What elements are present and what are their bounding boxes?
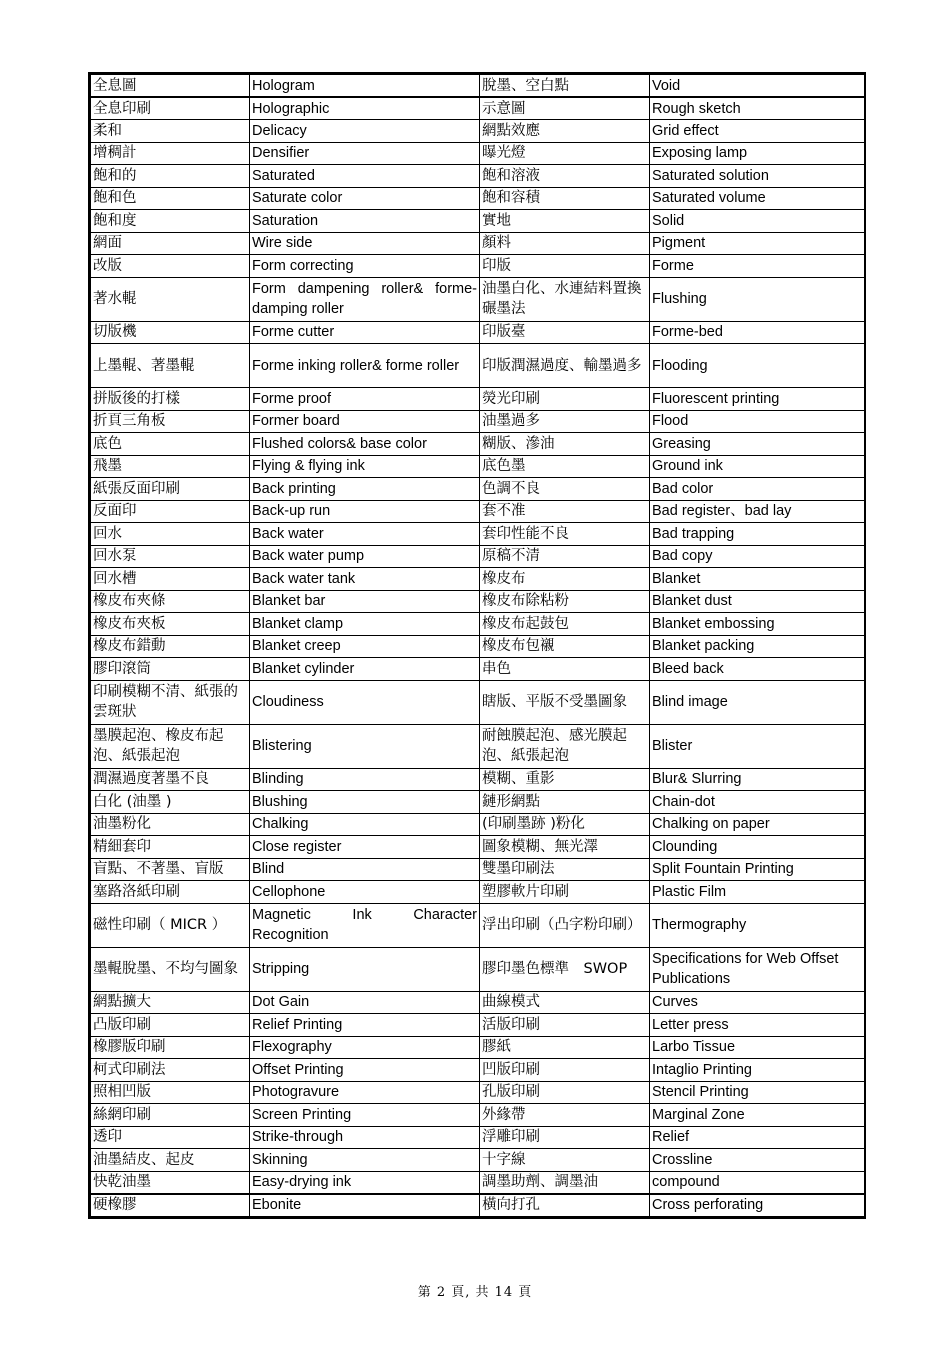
table-row [91,680,865,724]
term-zh-cell: 墨輥脫墨、不均勻圖象 [91,947,250,991]
term-zh-2-cell: 脫墨、空白點 [480,75,650,98]
table-row [91,277,865,321]
term-en-2-cell: Grid effect [650,120,865,143]
term-zh-cell: 飽和色 [91,187,250,210]
term-en-cell: Hologram [250,75,480,98]
table-row [91,321,865,344]
term-zh-cell: 橡皮布夾板 [91,613,250,636]
term-zh-2-cell: 膠紙 [480,1036,650,1059]
term-zh-cell: 塞路洛紙印刷 [91,881,250,904]
term-en-2-cell: Flood [650,410,865,433]
table-row [91,658,865,681]
term-en-2-cell: Blanket embossing [650,613,865,636]
term-en-cell: Blushing [250,791,480,814]
term-zh-2-cell: 實地 [480,210,650,233]
term-en-2-cell: Blanket [650,568,865,591]
term-en-2-cell: compound [650,1171,865,1194]
page-footer: 第 2 頁, 共 14 頁 [417,1285,533,1300]
term-zh-2-cell: 熒光印刷 [480,388,650,411]
table-row [91,187,865,210]
term-zh-cell: 磁性印刷（ MICR ） [91,903,250,947]
table-row [91,1036,865,1059]
term-en-cell: Cloudiness [250,680,480,724]
term-zh-2-cell: 示意圖 [480,97,650,120]
term-zh-2-cell: 十字線 [480,1149,650,1172]
term-en-2-cell: Blanket packing [650,635,865,658]
term-en-2-cell: Larbo Tissue [650,1036,865,1059]
term-en-2-cell: Saturated volume [650,187,865,210]
table-row [91,232,865,255]
term-zh-2-cell: 橡皮布 [480,568,650,591]
term-en-cell: Easy-drying ink [250,1171,480,1194]
term-en-2-cell: Ground ink [650,455,865,478]
term-zh-2-cell: 套印性能不良 [480,523,650,546]
term-zh-cell: 印刷模糊不清、紙張的雲斑狀 [91,680,250,724]
term-zh-2-cell: 外緣帶 [480,1104,650,1127]
table-row [91,1194,865,1217]
term-en-cell: Blanket cylinder [250,658,480,681]
term-en-cell: Offset Printing [250,1059,480,1082]
term-zh-cell: 折頁三角板 [91,410,250,433]
table-row [91,545,865,568]
term-en-cell: Blistering [250,724,480,768]
term-en-cell: Saturation [250,210,480,233]
term-en-cell: Delicacy [250,120,480,143]
term-zh-cell: 墨膜起泡、橡皮布起泡、紙張起泡 [91,724,250,768]
term-en-cell: Former board [250,410,480,433]
table-row [91,724,865,768]
term-zh-2-cell: 孔版印刷 [480,1081,650,1104]
term-en-cell: Holographic [250,97,480,120]
term-zh-cell: 快乾油墨 [91,1171,250,1194]
term-zh-cell: 絲網印刷 [91,1104,250,1127]
table-row [91,388,865,411]
term-en-cell: Photogravure [250,1081,480,1104]
term-zh-2-cell: 耐蝕膜起泡、感光膜起泡、紙張起泡 [480,724,650,768]
term-en-2-cell: Bad copy [650,545,865,568]
table-row [91,97,865,120]
term-en-cell: Blanket creep [250,635,480,658]
term-en-cell: Skinning [250,1149,480,1172]
term-en-2-cell: Greasing [650,433,865,456]
term-zh-cell: 著水輥 [91,277,250,321]
term-zh-cell: 透印 [91,1126,250,1149]
table-row [91,1171,865,1194]
term-zh-2-cell: 塑膠軟片印刷 [480,881,650,904]
term-en-cell: Cellophone [250,881,480,904]
term-zh-2-cell: 膠印墨色標準 SWOP [480,947,650,991]
term-en-2-cell: Forme-bed [650,321,865,344]
term-zh-cell: 橡膠版印刷 [91,1036,250,1059]
term-zh-2-cell: 模糊、重影 [480,768,650,791]
term-en-2-cell: Pigment [650,232,865,255]
term-en-2-cell: Bad color [650,478,865,501]
table-row [91,858,865,881]
table-row [91,791,865,814]
term-en-cell: Close register [250,836,480,859]
term-en-cell: Blind [250,858,480,881]
term-zh-2-cell: 飽和溶液 [480,165,650,188]
term-en-cell: Flying & flying ink [250,455,480,478]
term-zh-cell: 上墨輥、著墨輥 [91,344,250,388]
term-zh-cell: 柯式印刷法 [91,1059,250,1082]
term-zh-cell: 飽和的 [91,165,250,188]
term-en-2-cell: Forme [650,255,865,278]
term-zh-cell: 柔和 [91,120,250,143]
term-en-2-cell: Intaglio Printing [650,1059,865,1082]
term-en-cell: Forme cutter [250,321,480,344]
term-en-cell: Densifier [250,142,480,165]
term-zh-cell: 潤濕過度著墨不良 [91,768,250,791]
term-zh-cell: 增稠計 [91,142,250,165]
term-zh-2-cell: 橡皮布除粘粉 [480,590,650,613]
term-zh-2-cell: 浮雕印刷 [480,1126,650,1149]
term-zh-2-cell: 網點效應 [480,120,650,143]
term-zh-cell: 全息印刷 [91,97,250,120]
term-en-2-cell: Split Fountain Printing [650,858,865,881]
term-zh-2-cell: 瞎版、平版不受墨圖象 [480,680,650,724]
term-en-2-cell: Chain-dot [650,791,865,814]
term-en-2-cell: Fluorescent printing [650,388,865,411]
term-zh-cell: 拼版後的打樣 [91,388,250,411]
table-row [91,613,865,636]
term-en-cell: Saturated [250,165,480,188]
glossary-table-frame [88,72,866,1219]
term-en-2-cell: Blur& Slurring [650,768,865,791]
term-en-2-cell: Chalking on paper [650,813,865,836]
term-zh-cell: 網面 [91,232,250,255]
term-zh-2-cell: 印版 [480,255,650,278]
table-row [91,568,865,591]
term-en-2-cell: Blanket dust [650,590,865,613]
term-en-2-cell: Specifications for Web Offset Publications [650,947,865,991]
term-zh-cell: 凸版印刷 [91,1014,250,1037]
term-zh-2-cell: 橡皮布起鼓包 [480,613,650,636]
term-zh-2-cell: 活版印刷 [480,1014,650,1037]
term-en-cell: Magnetic Ink Character Recognition [250,903,480,947]
term-zh-cell: 飛墨 [91,455,250,478]
term-en-cell: Strike-through [250,1126,480,1149]
term-en-2-cell: Clounding [650,836,865,859]
table-row [91,1149,865,1172]
term-zh-cell: 盲點、不著墨、盲版 [91,858,250,881]
table-row [91,768,865,791]
table-row [91,210,865,233]
term-en-2-cell: Cross perforating [650,1194,865,1217]
term-en-2-cell: Exposing lamp [650,142,865,165]
table-row [91,947,865,991]
term-en-cell: Flexography [250,1036,480,1059]
term-zh-cell: 橡皮布夾條 [91,590,250,613]
table-row [91,1081,865,1104]
term-zh-2-cell: 橫向打孔 [480,1194,650,1217]
term-en-cell: Form correcting [250,255,480,278]
term-en-cell: Blanket clamp [250,613,480,636]
term-zh-2-cell: 橡皮布包襯 [480,635,650,658]
term-en-2-cell: Plastic Film [650,881,865,904]
term-en-2-cell: Flooding [650,344,865,388]
glossary-table-body [91,75,865,1217]
term-en-2-cell: Blind image [650,680,865,724]
term-en-cell: Back-up run [250,500,480,523]
term-en-cell: Stripping [250,947,480,991]
term-zh-2-cell: 串色 [480,658,650,681]
term-zh-cell: 回水 [91,523,250,546]
term-en-cell: Saturate color [250,187,480,210]
table-row [91,523,865,546]
table-row [91,455,865,478]
table-row [91,813,865,836]
term-en-2-cell: Void [650,75,865,98]
term-en-2-cell: Blister [650,724,865,768]
table-row [91,142,865,165]
term-zh-cell: 膠印滾筒 [91,658,250,681]
term-zh-2-cell: 雙墨印刷法 [480,858,650,881]
term-zh-cell: 回水泵 [91,545,250,568]
table-row [91,433,865,456]
term-en-2-cell: Saturated solution [650,165,865,188]
term-en-cell: Wire side [250,232,480,255]
term-en-2-cell: Bleed back [650,658,865,681]
table-row [91,500,865,523]
table-row [91,1014,865,1037]
term-en-2-cell: Solid [650,210,865,233]
term-en-cell: Forme inking roller& forme roller [250,344,480,388]
term-zh-2-cell: (印刷墨跡 )粉化 [480,813,650,836]
term-en-cell: Back water pump [250,545,480,568]
term-zh-2-cell: 圖象模糊、無光澤 [480,836,650,859]
term-zh-cell: 白化 (油墨 ) [91,791,250,814]
table-row [91,590,865,613]
table-row [91,344,865,388]
table-row [91,410,865,433]
term-en-cell: Forme proof [250,388,480,411]
term-zh-2-cell: 油墨白化、水連結料置換碾墨法 [480,277,650,321]
term-en-2-cell: Bad trapping [650,523,865,546]
term-zh-cell: 切版機 [91,321,250,344]
term-en-2-cell: Bad register、bad lay [650,500,865,523]
term-en-cell: Blinding [250,768,480,791]
term-en-cell: Blanket bar [250,590,480,613]
term-en-cell: Chalking [250,813,480,836]
term-zh-2-cell: 調墨助劑、調墨油 [480,1171,650,1194]
table-row [91,1104,865,1127]
term-zh-2-cell: 色調不良 [480,478,650,501]
term-zh-2-cell: 油墨過多 [480,410,650,433]
term-en-cell: Relief Printing [250,1014,480,1037]
term-zh-2-cell: 原稿不清 [480,545,650,568]
term-zh-cell: 底色 [91,433,250,456]
table-row [91,1126,865,1149]
table-row [91,255,865,278]
term-en-cell: Dot Gain [250,991,480,1014]
term-en-cell: Back water tank [250,568,480,591]
term-en-2-cell: Stencil Printing [650,1081,865,1104]
term-zh-2-cell: 套不准 [480,500,650,523]
term-zh-cell: 橡皮布錯動 [91,635,250,658]
term-en-cell: Ebonite [250,1194,480,1217]
term-zh-2-cell: 浮出印刷（凸字粉印刷） [480,903,650,947]
term-zh-cell: 改版 [91,255,250,278]
term-en-cell: Form dampening roller& forme-damping roller [250,277,480,321]
term-zh-cell: 飽和度 [91,210,250,233]
table-row [91,836,865,859]
term-en-2-cell: Rough sketch [650,97,865,120]
term-en-2-cell: Letter press [650,1014,865,1037]
term-zh-cell: 回水槽 [91,568,250,591]
glossary-table [90,74,865,1217]
term-en-2-cell: Curves [650,991,865,1014]
term-zh-cell: 照相凹版 [91,1081,250,1104]
table-row [91,120,865,143]
term-en-2-cell: Crossline [650,1149,865,1172]
term-zh-cell: 全息圖 [91,75,250,98]
term-zh-2-cell: 凹版印刷 [480,1059,650,1082]
term-zh-2-cell: 印版潤濕過度、輸墨過多 [480,344,650,388]
term-zh-cell: 紙張反面印刷 [91,478,250,501]
term-en-cell: Flushed colors& base color [250,433,480,456]
term-zh-2-cell: 飽和容積 [480,187,650,210]
term-zh-2-cell: 糊版、滲油 [480,433,650,456]
term-en-2-cell: Flushing [650,277,865,321]
term-zh-cell: 反面印 [91,500,250,523]
term-zh-cell: 精細套印 [91,836,250,859]
term-zh-cell: 硬橡膠 [91,1194,250,1217]
table-row [91,478,865,501]
term-zh-2-cell: 顏料 [480,232,650,255]
table-row [91,881,865,904]
table-row [91,635,865,658]
table-row [91,991,865,1014]
term-en-cell: Screen Printing [250,1104,480,1127]
table-row [91,75,865,98]
term-en-2-cell: Relief [650,1126,865,1149]
term-zh-2-cell: 鏈形網點 [480,791,650,814]
term-zh-cell: 油墨粉化 [91,813,250,836]
term-en-cell: Back water [250,523,480,546]
term-en-2-cell: Thermography [650,903,865,947]
term-zh-2-cell: 曲線模式 [480,991,650,1014]
term-zh-2-cell: 底色墨 [480,455,650,478]
term-zh-2-cell: 印版臺 [480,321,650,344]
term-zh-cell: 油墨結皮、起皮 [91,1149,250,1172]
term-zh-cell: 網點擴大 [91,991,250,1014]
table-row [91,903,865,947]
table-row [91,1059,865,1082]
term-en-cell: Back printing [250,478,480,501]
term-zh-2-cell: 曝光燈 [480,142,650,165]
term-en-2-cell: Marginal Zone [650,1104,865,1127]
table-row [91,165,865,188]
